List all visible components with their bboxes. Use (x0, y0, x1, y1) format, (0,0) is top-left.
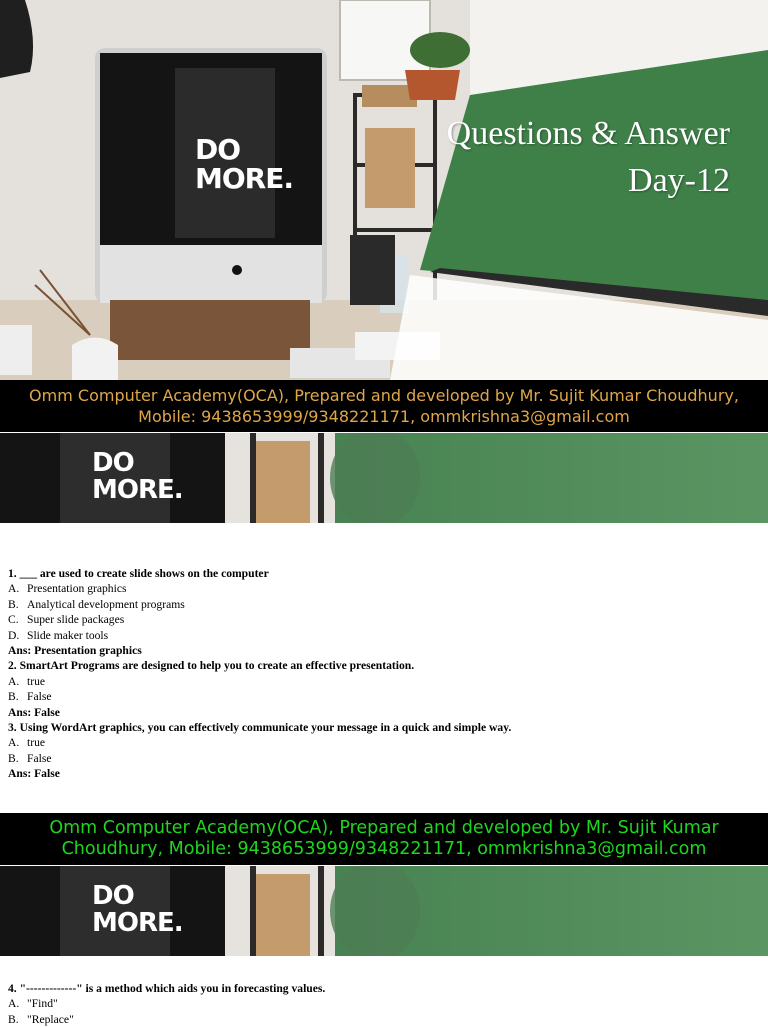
option-4a (8, 996, 748, 1011)
option-text: Super slide packages (27, 613, 125, 627)
banner-text-line1: DO (92, 881, 134, 911)
question-4: 4. "-------------" is a method which aids you in forecasting values. (8, 982, 326, 995)
option-letter: D. (8, 628, 20, 642)
option-2a (8, 674, 748, 689)
option-1a (8, 581, 748, 596)
academy-footer-1 (0, 380, 768, 432)
title-line2: Day-12 (628, 162, 730, 199)
option-text: Slide maker tools (27, 628, 109, 642)
footer2-line1: Omm Computer Academy(OCA), Prepared and developed by Mr. Sujit Kumar (49, 818, 719, 838)
option-letter: B. (8, 690, 19, 704)
questions-section-1 (8, 566, 748, 782)
option-text: Presentation graphics (27, 582, 127, 596)
monitor-text-line2: MORE. (195, 162, 293, 195)
option-text: Analytical development programs (27, 597, 185, 611)
question-3: 3. Using WordArt graphics, you can effectively communicate your message in a quick and simple way. (8, 721, 512, 735)
option-letter: C. (8, 613, 19, 627)
slide-header-banner-1 (0, 433, 768, 523)
option-2b (8, 689, 748, 704)
option-4b (8, 1012, 748, 1027)
option-text: "Find" (27, 997, 58, 1011)
option-text: true (27, 674, 46, 688)
footer2-line2: Choudhury, Mobile: 9438653999/9348221171, ommkrishna3@gmail.com (61, 839, 707, 859)
academy-footer-2 (0, 813, 768, 865)
option-text: "Replace" (27, 1012, 74, 1026)
option-1b (8, 597, 748, 612)
option-1c (8, 612, 748, 627)
option-text: False (27, 690, 52, 704)
option-text: False (27, 751, 52, 765)
answer-2: Ans: False (8, 705, 60, 719)
banner-text-line1: DO (92, 448, 134, 478)
banner-text-line2: MORE. (92, 475, 183, 505)
option-letter: A. (8, 674, 20, 688)
banner-text (92, 450, 183, 504)
footer-line1: Omm Computer Academy(OCA), Prepared and developed by Mr. Sujit Kumar Choudhury, (29, 386, 739, 405)
answer-1: Ans: Presentation graphics (8, 644, 142, 658)
question-2: 2. SmartArt Programs are designed to help you to create an effective presentation. (8, 659, 415, 673)
option-text: true (27, 736, 46, 750)
banner-text-line2: MORE. (92, 908, 183, 938)
option-letter: A. (8, 997, 20, 1011)
banner-text (92, 883, 183, 937)
footer-line2: Mobile: 9438653999/9348221171, ommkrishna3@gmail.com (138, 407, 630, 426)
option-3b (8, 751, 748, 766)
option-1d (8, 628, 748, 643)
title-slide (0, 0, 768, 380)
monitor-screen-text (195, 135, 293, 193)
page-title (447, 110, 730, 204)
option-letter: A. (8, 582, 20, 596)
title-line1: Questions & Answer (446, 115, 730, 152)
slide-header-banner-2 (0, 866, 768, 956)
question-1: 1. ___ are used to create slide shows on the computer (8, 567, 269, 580)
monitor-text-line1: DO (195, 133, 241, 166)
answer-3: Ans: False (8, 767, 60, 781)
option-letter: B. (8, 1012, 19, 1026)
option-3a (8, 735, 748, 750)
option-letter: B. (8, 751, 19, 765)
questions-section-2 (8, 981, 748, 1027)
option-letter: A. (8, 736, 20, 750)
option-letter: B. (8, 597, 19, 611)
